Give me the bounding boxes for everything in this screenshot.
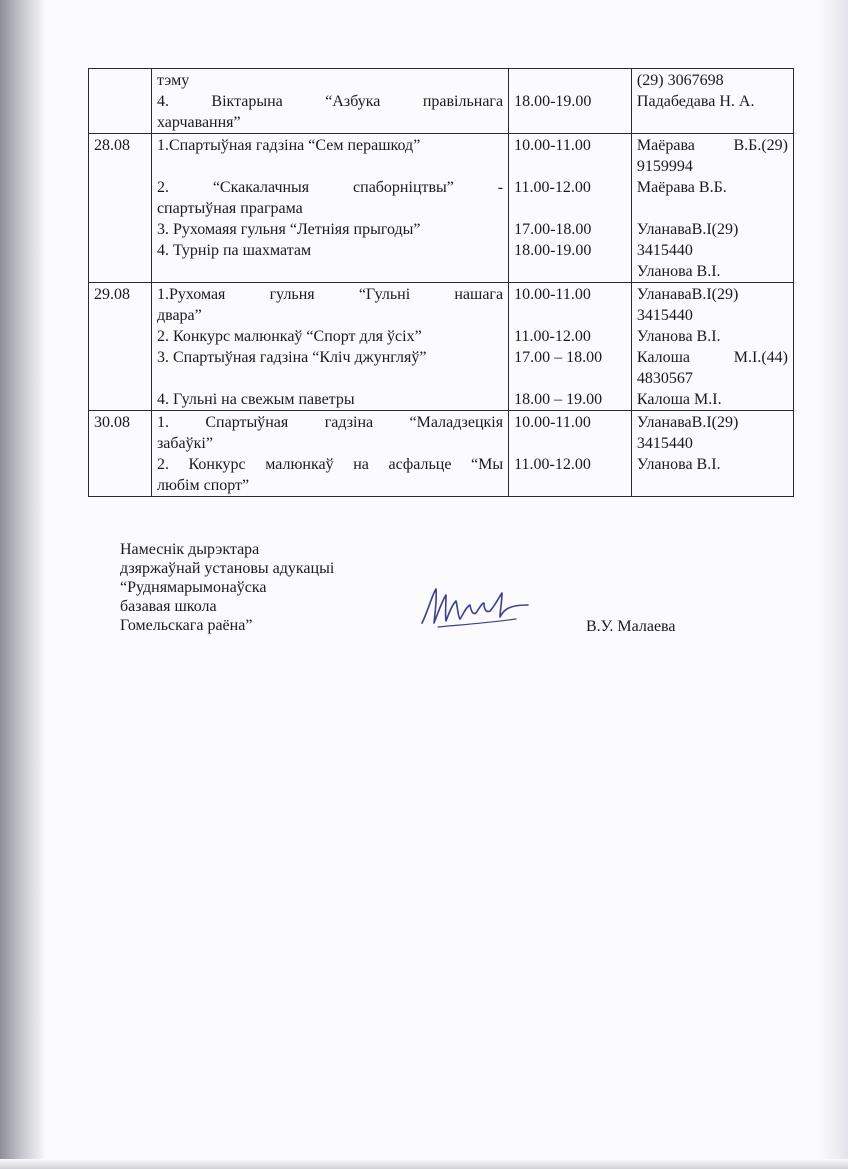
responsible-cell	[631, 283, 793, 411]
responsible-line: 3415440	[636, 307, 693, 324]
spacer	[157, 156, 503, 177]
spacer	[514, 156, 626, 177]
spacer	[157, 368, 503, 389]
event-line: забаўкі”	[156, 435, 213, 452]
event-line: 1.Спартыўная гадзіна “Сем перашкод”	[156, 137, 421, 154]
event-cell	[151, 69, 508, 134]
position-line: Намеснік дырэктара	[120, 541, 260, 558]
scan-shadow-right	[818, 0, 848, 1169]
spacer	[514, 368, 626, 389]
event-cell	[151, 134, 508, 283]
responsible-line: Уланова В.І.	[636, 263, 721, 280]
time-line	[514, 70, 626, 91]
time-line: 17.00-18.00	[514, 221, 592, 238]
responsible-line: 9159994	[636, 158, 693, 175]
spacer	[514, 305, 626, 326]
event-cell	[151, 283, 508, 411]
event-line: 4. Віктарына “Азбука правільнага	[156, 93, 504, 110]
table-row	[89, 69, 794, 134]
responsible-line: Калоша М.І.(44)	[636, 349, 788, 366]
responsible-line: Уланова В.І.	[636, 328, 721, 345]
event-line: 2. Конкурс малюнкаў “Спорт для ўсіх”	[156, 328, 422, 345]
event-line: тэму	[156, 72, 190, 89]
event-cell	[151, 411, 508, 497]
time-cell	[509, 134, 632, 283]
spacer	[514, 198, 626, 219]
position-line: дзяржаўнай установы адукацыі	[120, 560, 335, 577]
responsible-line: Уланова В.І.	[636, 456, 721, 473]
date-cell: 30.08	[89, 411, 152, 497]
responsible-cell	[631, 134, 793, 283]
time-line: 10.00-11.00	[514, 286, 591, 303]
time-line: 11.00-12.00	[514, 456, 591, 473]
responsible-line: 3415440	[636, 242, 693, 259]
event-line: 3. Рухомаяя гульня “Летніяя прыгоды”	[156, 221, 421, 238]
responsible-cell	[631, 411, 793, 497]
event-line: двара”	[156, 307, 202, 324]
time-line: 11.00-12.00	[514, 179, 591, 196]
position-line: “Руднямарымонаўска	[120, 579, 267, 596]
event-line: харчавання”	[156, 114, 241, 131]
time-cell	[509, 411, 632, 497]
responsible-line: УланаваВ.І(29)	[636, 414, 739, 431]
event-line: 2. Конкурс малюнкаў на асфальце “Мы	[156, 456, 504, 473]
spacer	[514, 433, 626, 454]
time-cell	[509, 283, 632, 411]
responsible-line: Маёрава В.Б.(29)	[636, 137, 788, 154]
scan-shadow-left	[0, 0, 46, 1169]
time-line: 10.00-11.00	[514, 414, 591, 431]
event-line: 4. Турнір па шахматам	[156, 242, 312, 259]
event-line: 1. Спартыўная гадзіна “Маладзецкія	[156, 414, 504, 431]
signer-name: В.У. Малаева	[586, 618, 676, 635]
responsible-line: 4830567	[636, 370, 693, 387]
responsible-line: 3415440	[636, 435, 693, 452]
responsible-line: (29) 3067698	[636, 72, 724, 89]
handwritten-signature	[418, 583, 530, 629]
table-row	[89, 411, 794, 497]
responsible-line: Падабедава Н. А.	[636, 93, 755, 110]
table-row	[89, 134, 794, 283]
time-line: 18.00-19.00	[514, 93, 592, 110]
time-cell	[509, 69, 632, 134]
time-line: 18.00 – 19.00	[514, 391, 603, 408]
responsible-line: Калоша М.І.	[636, 391, 722, 408]
responsible-line: УланаваВ.І(29)	[636, 286, 739, 303]
event-line: 3. Спартыўная гадзіна “Кліч джунгляў”	[156, 349, 427, 366]
position-line: Гомельскага раёна”	[120, 617, 253, 634]
spacer	[637, 198, 788, 219]
signature-block	[120, 540, 334, 635]
event-line: 2. “Скакалачныя спаборніцтвы” -	[156, 179, 504, 196]
time-line: 18.00-19.00	[514, 242, 592, 259]
schedule-table	[88, 68, 794, 497]
position-line: базавая школа	[120, 598, 217, 615]
event-line: 1.Рухомая гульня “Гульні нашага	[156, 286, 504, 303]
date-cell	[89, 69, 152, 134]
responsible-line: УланаваВ.І(29)	[636, 221, 739, 238]
event-line: 4. Гульні на свежым паветры	[156, 391, 355, 408]
scan-shadow-bottom	[0, 1159, 848, 1169]
time-line: 10.00-11.00	[514, 137, 591, 154]
event-line: спартыўная праграма	[156, 200, 303, 217]
time-line: 11.00-12.00	[514, 328, 591, 345]
spacer	[157, 261, 503, 282]
event-line: любім спорт”	[156, 477, 250, 494]
table-row	[89, 283, 794, 411]
responsible-cell	[631, 69, 793, 134]
responsible-line: Маёрава В.Б.	[636, 179, 727, 196]
date-cell: 29.08	[89, 283, 152, 411]
date-cell: 28.08	[89, 134, 152, 283]
time-line: 17.00 – 18.00	[514, 349, 603, 366]
